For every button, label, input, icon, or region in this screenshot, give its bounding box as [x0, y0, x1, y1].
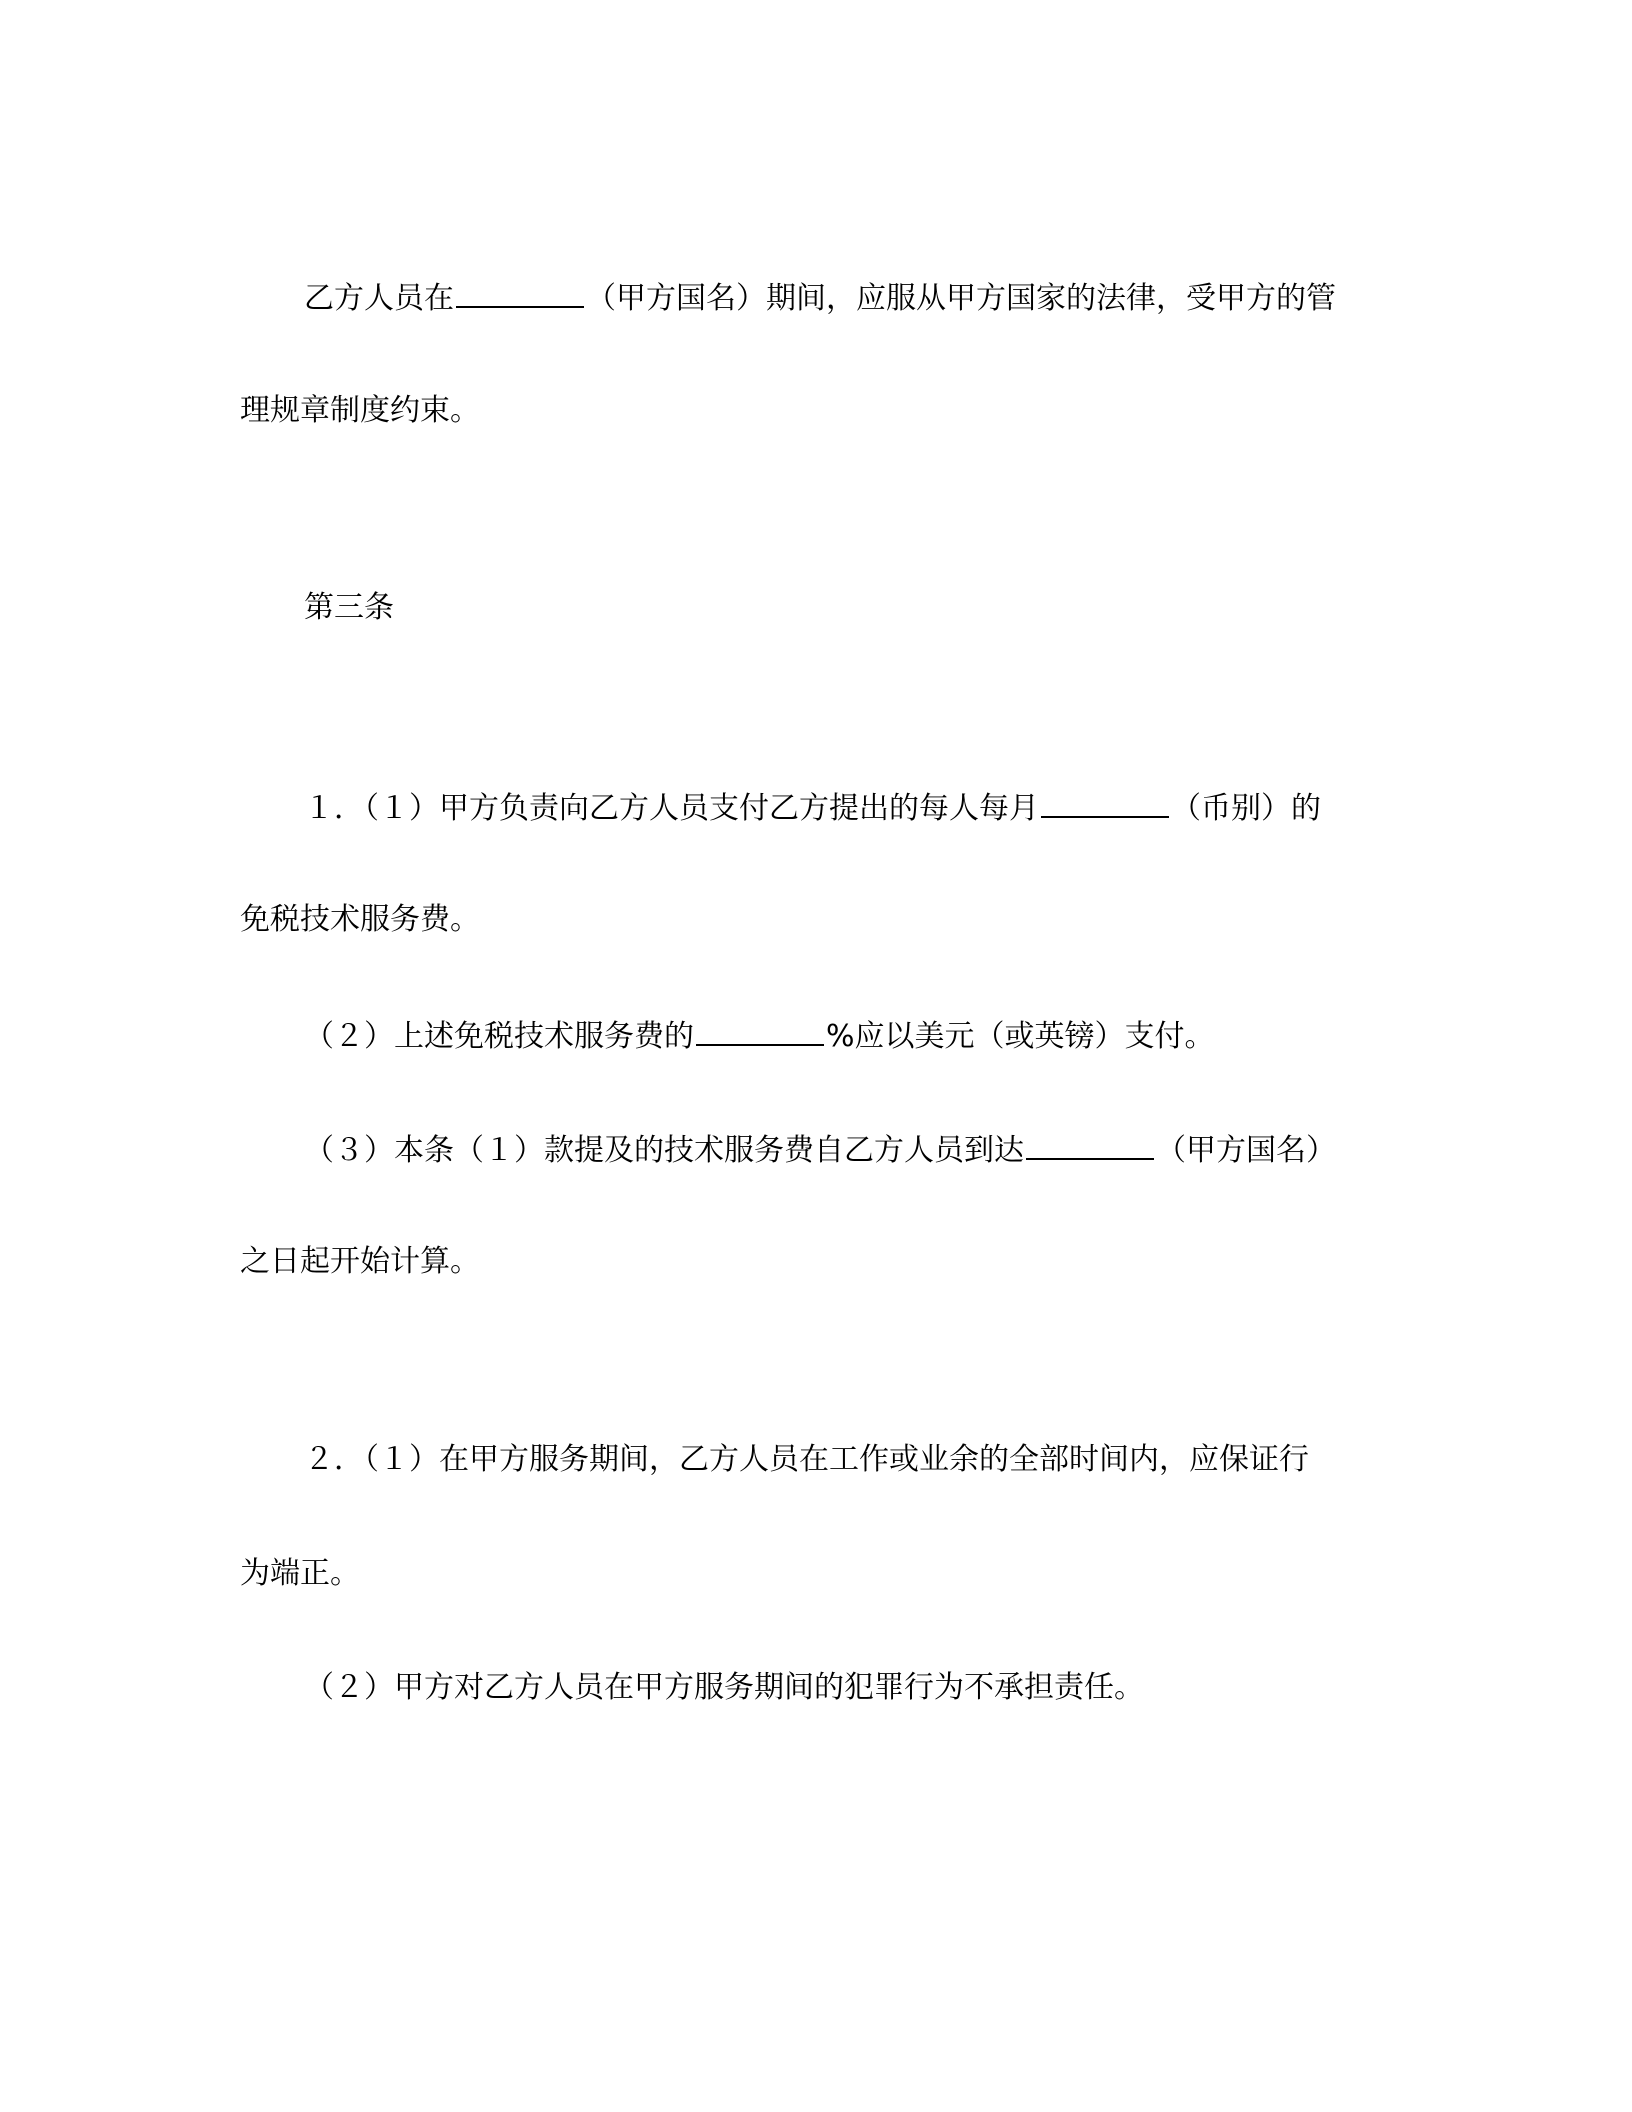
- text: （２）甲方对乙方人员在甲方服务期间的犯罪行为不承担责任。: [304, 1670, 1144, 1705]
- text: 免税技术服务费。: [240, 902, 480, 937]
- text: ２．（１）在甲方服务期间，乙方人员在工作或业余的全部时间内，应保证行: [304, 1442, 1309, 1477]
- blank-field: [1026, 1128, 1154, 1160]
- paragraph-line: [304, 786, 1321, 829]
- paragraph-line: [304, 1440, 1309, 1480]
- text: １．（１）甲方负责向乙方人员支付乙方提出的每人每月: [304, 791, 1039, 826]
- text: %应以美元（或英镑）支付。: [826, 1019, 1215, 1054]
- text: （甲方国名）期间，应服从甲方国家的法律，受甲方的管: [586, 281, 1336, 316]
- text: （２）上述免税技术服务费的: [304, 1019, 694, 1054]
- paragraph-line: [304, 1014, 1215, 1057]
- paragraph-line: [304, 1668, 1144, 1708]
- text: 第三条: [304, 590, 394, 625]
- blank-field: [696, 1014, 824, 1046]
- paragraph-line: [304, 1128, 1336, 1171]
- text: 之日起开始计算。: [240, 1244, 480, 1279]
- article-heading: [304, 588, 394, 628]
- text: 乙方人员在: [304, 281, 454, 316]
- paragraph-line: [240, 1242, 480, 1282]
- text: （３）本条（１）款提及的技术服务费自乙方人员到达: [304, 1133, 1024, 1168]
- blank-field: [456, 276, 584, 308]
- paragraph-line: [240, 391, 480, 431]
- text: （币别）的: [1171, 791, 1321, 826]
- text: 理规章制度约束。: [240, 393, 480, 428]
- text: 为端正。: [240, 1556, 360, 1591]
- paragraph-line: [304, 276, 1336, 319]
- text: （甲方国名）: [1156, 1133, 1336, 1168]
- blank-field: [1041, 786, 1169, 818]
- paragraph-line: [240, 1554, 360, 1594]
- paragraph-line: [240, 900, 480, 940]
